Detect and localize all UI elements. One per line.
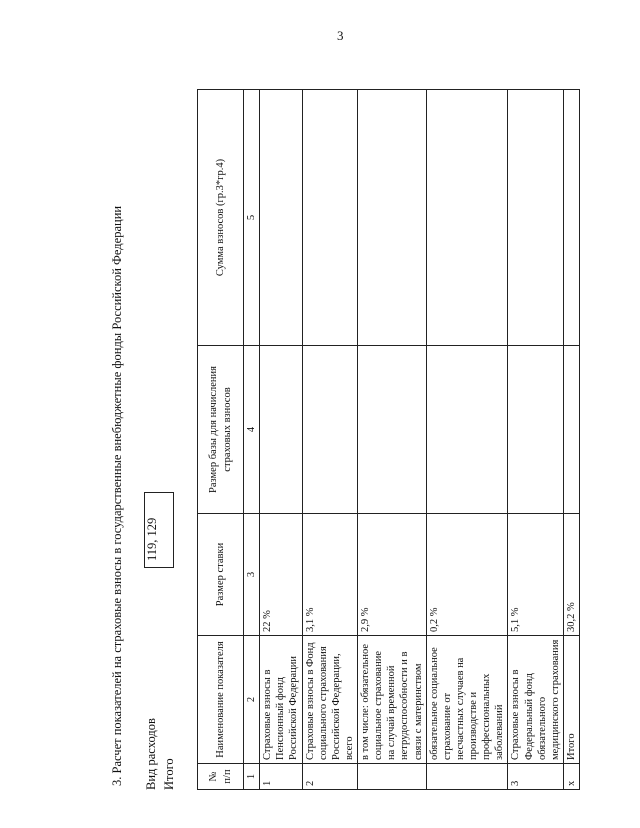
column-number-row xyxy=(244,90,260,790)
header-sum: Сумма взносов (гр.3*гр.4) xyxy=(198,90,244,346)
col-num-4: 4 xyxy=(244,346,260,514)
row-sum xyxy=(508,90,564,346)
row-num: 3 xyxy=(508,764,564,790)
row-base xyxy=(358,346,427,514)
row-sum xyxy=(358,90,427,346)
row-base xyxy=(302,346,358,514)
row-sum xyxy=(302,90,358,346)
table-row xyxy=(260,90,302,790)
row-num: 2 xyxy=(302,764,358,790)
section-title: 3. Расчет показателей на страховые взносы в государственные внебюджетные фонды Российской Федерации xyxy=(110,205,124,786)
table-row xyxy=(508,90,564,790)
row-rate: 5,1 % xyxy=(508,514,564,636)
total-sum xyxy=(563,90,579,346)
page-number: 3 xyxy=(337,28,344,43)
contributions-table xyxy=(197,89,580,790)
header-num: № п/п xyxy=(198,764,244,790)
col-num-5: 5 xyxy=(244,90,260,346)
table-row xyxy=(426,90,508,790)
col-num-3: 3 xyxy=(244,514,260,636)
col-num-1: 1 xyxy=(244,764,260,790)
expense-type-value: 119, 129 xyxy=(145,517,159,561)
expense-type-box xyxy=(144,492,174,568)
expense-type-label: Вид расходов xyxy=(144,718,158,790)
row-rate: 2,9 % xyxy=(358,514,427,636)
row-sum xyxy=(260,90,302,346)
row-base xyxy=(508,346,564,514)
header-name: Наименование показателя xyxy=(198,636,244,764)
row-rate: 22 % xyxy=(260,514,302,636)
row-base xyxy=(426,346,508,514)
total-rate: 30,2 % xyxy=(563,514,579,636)
row-sum xyxy=(426,90,508,346)
table-row xyxy=(302,90,358,790)
row-name: в том числе: обязательное социальное страхование на случай временной нетрудоспособности и в связи с материнством xyxy=(358,636,427,764)
rotated-page-content xyxy=(108,90,577,790)
row-num: 1 xyxy=(260,764,302,790)
col-num-2: 2 xyxy=(244,636,260,764)
row-rate: 3,1 % xyxy=(302,514,358,636)
row-base xyxy=(260,346,302,514)
row-num xyxy=(426,764,508,790)
header-rate: Размер ставки xyxy=(198,514,244,636)
row-name: Страховые взносы в Фонд социального страхования Российской Федерации, всего xyxy=(302,636,358,764)
row-name: Страховые взносы в Федеральный фонд обязательного медицинского страхования xyxy=(508,636,564,764)
total-base xyxy=(563,346,579,514)
total-num: x xyxy=(563,764,579,790)
row-name: обязательное социальное страхование от несчастных случаев на производстве и профессиональных заболеваний xyxy=(426,636,508,764)
row-rate: 0,2 % xyxy=(426,514,508,636)
table-total-row xyxy=(563,90,579,790)
header-base: Размер базы для начисления страховых взносов xyxy=(198,346,244,514)
row-name: Страховые взносы в Пенсионный фонд Российской Федерации xyxy=(260,636,302,764)
table-header-row xyxy=(198,90,244,790)
row-num xyxy=(358,764,427,790)
total-name: Итого xyxy=(563,636,579,764)
table-row xyxy=(358,90,427,790)
total-label: Итого xyxy=(162,758,176,790)
